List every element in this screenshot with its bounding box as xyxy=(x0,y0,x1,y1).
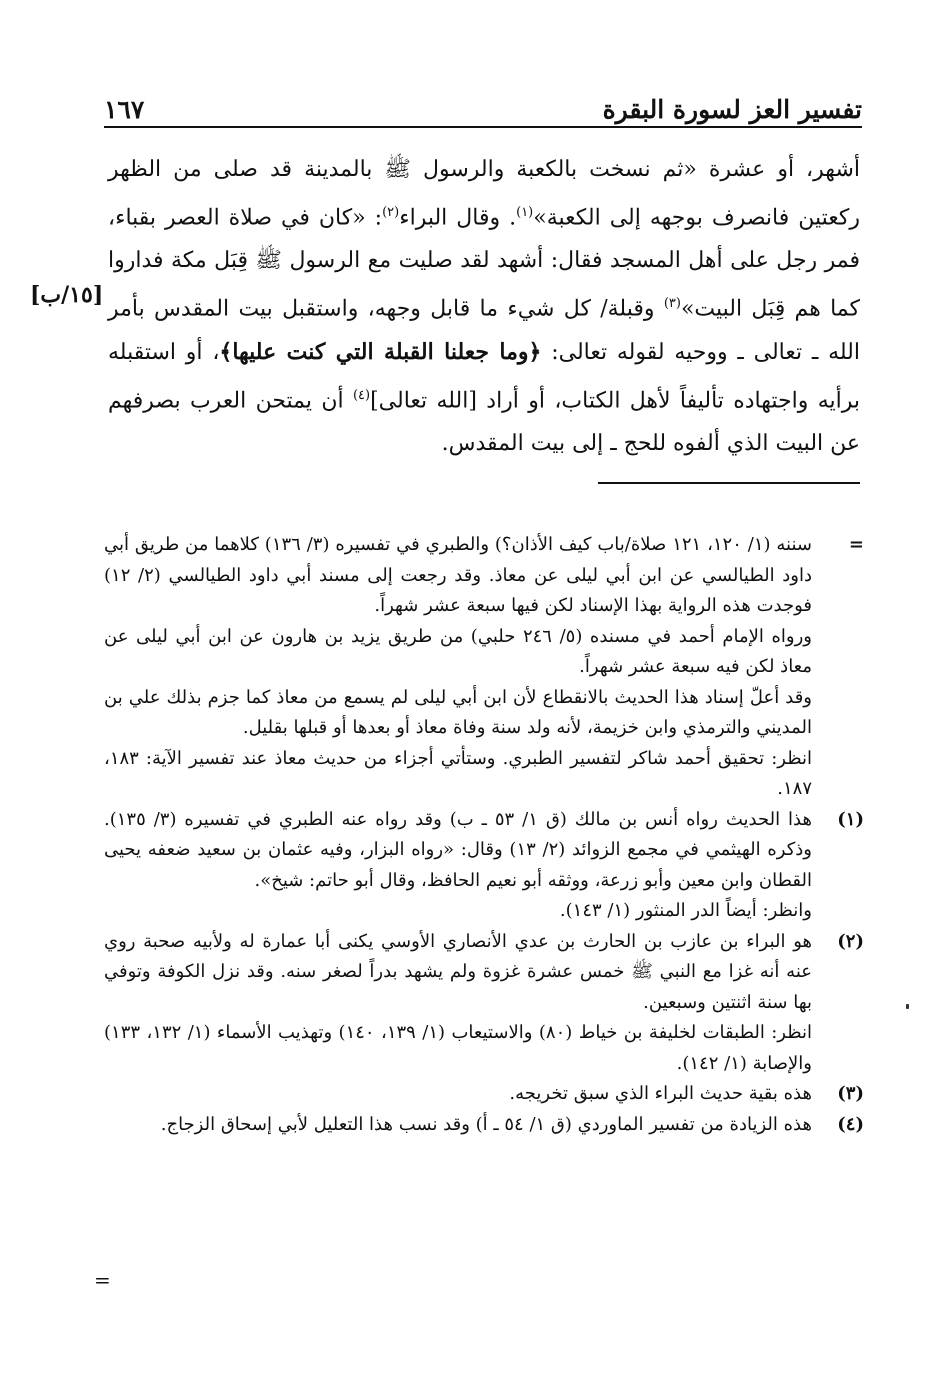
text-run: . وقال البراء xyxy=(399,205,517,231)
footnote-body xyxy=(104,1079,812,1110)
main-paragraph xyxy=(108,148,860,465)
text-run: : «كان في صلاة العصر بقباء، فمر رجل على أهل المسجد فقال: أشهد لقد صليت مع الرسول ﷺ قِبَل مكة فداروا كما هم قِبَل البيت» xyxy=(108,205,860,322)
footnote xyxy=(104,1110,864,1141)
text-run: ، أو استقبله برأيه واجتهاده تأليفاً لأهل الكتاب، أو أراد [الله تعالى] xyxy=(108,339,860,413)
footnote-paragraph: هو البراء بن عازب بن الحارث بن عدي الأنصاري الأوسي يكنى أبا عمارة له ولأبيه صحبة روي عنه أنه غزا مع النبي ﷺ خمس عشرة غزوة ولم يشهد بدراً لصغر سنه. وقد نزل الكوفة وتوفي بها سنة اثنتين وسبعين. xyxy=(104,930,812,1013)
footnote-body xyxy=(104,927,812,1080)
footnote xyxy=(104,927,864,1080)
quran-verse: ﴿وما جعلنا القبلة التي كنت عليها﴾ xyxy=(219,338,542,365)
main-text xyxy=(108,148,860,465)
footnote-ref: (٤) xyxy=(352,387,371,403)
footnote-paragraph: انظر: الطبقات لخليفة بن خياط (٨٠) والاستيعاب (١/ ١٣٩، ١٤٠) وتهذيب الأسماء (١/ ١٣٢، ١٣٣) والإصابة (١/ ١٤٢). xyxy=(104,1022,813,1074)
manuscript-folio-marker: [١٥/ب] xyxy=(30,282,104,308)
footnote-paragraph: وقد أعلّ إسناد هذا الحديث بالانقطاع لأن ابن أبي ليلى لم يسمع من معاذ كما جزم بذلك علي بن المديني والترمذي وابن خزيمة، لأنه ولد سنة وفاة معاذ أو بعدها أو قبلها بقليل. xyxy=(104,686,812,738)
footnote-paragraph: سننه (١/ ١٢٠، ١٢١ صلاة/باب كيف الأذان؟) والطبري في تفسيره (٣/ ١٣٦) كلاهما من طريق أبي داود الطيالسي عن ابن أبي ليلى عن معاذ. وقد رجعت إلى مسند أبي داود الطيالسي (٢/ ١٢) فوجدت هذه الرواية بهذا الإسناد لكن فيها سبعة عشر شهراً. xyxy=(104,534,813,616)
footnote-ref: (٣) xyxy=(663,296,681,312)
footnote-marker: (٢) xyxy=(837,930,864,952)
header-rule xyxy=(104,126,862,128)
footnote-separator xyxy=(598,482,860,484)
page-number: ١٦٧ xyxy=(104,95,145,124)
footnote-paragraph: انظر: تحقيق أحمد شاكر لتفسير الطبري. وستأتي أجزاء من حديث معاذ عند تفسير الآية: ١٨٣، ١٨٧. xyxy=(104,747,812,799)
footnote-body xyxy=(104,805,812,927)
footnotes xyxy=(104,530,864,1140)
footnote-paragraph: وانظر: أيضاً الدر المنثور (١/ ١٤٣). xyxy=(559,900,812,921)
ink-speck xyxy=(906,1004,909,1009)
footnote-paragraph: هذا الحديث رواه أنس بن مالك (ق ١/ ٥٣ ـ ب) وقد رواه عنه الطبري في تفسيره (٣/ ١٣٥). وذكره الهيثمي في مجمع الزوائد (٢/ ١٣) وقال: «رواه البزار، وفيه عثمان بن سعيد ضعفه يحيى القطان وابن معين وأبو زرعة، ووثقه أبو نعيم الحافظ، وقال أبو حاتم: شيخ». xyxy=(104,808,812,891)
footnote-marker: (١) xyxy=(837,808,864,830)
text-run: أشهر، أو عشرة «ثم نسخت بالكعبة والرسول ﷺ بالمدينة قد صلى من الظهر ركعتين فانصرف بوجهه إلى الكعبة» xyxy=(108,157,860,231)
footnote-paragraph: هذه الزيادة من تفسير الماوردي (ق ١/ ٥٤ ـ أ) وقد نسب هذا التعليل لأبي إسحاق الزجاج. xyxy=(160,1113,812,1135)
footnote xyxy=(104,530,864,805)
footnote-ref: (٢) xyxy=(382,205,400,220)
footnote xyxy=(104,1079,864,1110)
text-run: وقبلة/ كل شيء ما قابل وجهه، واستقبل بيت المقدس بأمر الله ـ تعالى ـ ووحيه لقوله تعالى: xyxy=(108,296,860,365)
footnote-marker: = xyxy=(848,534,864,555)
continuation-mark: = xyxy=(94,1268,111,1292)
footnote xyxy=(104,805,864,927)
page-header xyxy=(104,84,862,124)
footnote-body xyxy=(104,1110,812,1141)
footnote-body xyxy=(104,530,812,805)
footnote-marker: (٤) xyxy=(837,1113,864,1135)
running-title: تفسير العز لسورة البقرة xyxy=(602,95,862,124)
footnote-paragraph: هذه بقية حديث البراء الذي سبق تخريجه. xyxy=(509,1083,812,1104)
footnote-marker: (٣) xyxy=(837,1083,864,1104)
footnote-ref: (١) xyxy=(516,205,534,220)
footnote-paragraph: ورواه الإمام أحمد في مسنده (٥/ ٢٤٦ حلبي) من طريق يزيد بن هارون عن ابن أبي ليلى عن معاذ لكن فيه سبعة عشر شهراً. xyxy=(104,625,812,677)
text-run: أن يمتحن العرب بصرفهم عن البيت الذي ألفوه للحج ـ إلى بيت المقدس. xyxy=(108,387,860,456)
